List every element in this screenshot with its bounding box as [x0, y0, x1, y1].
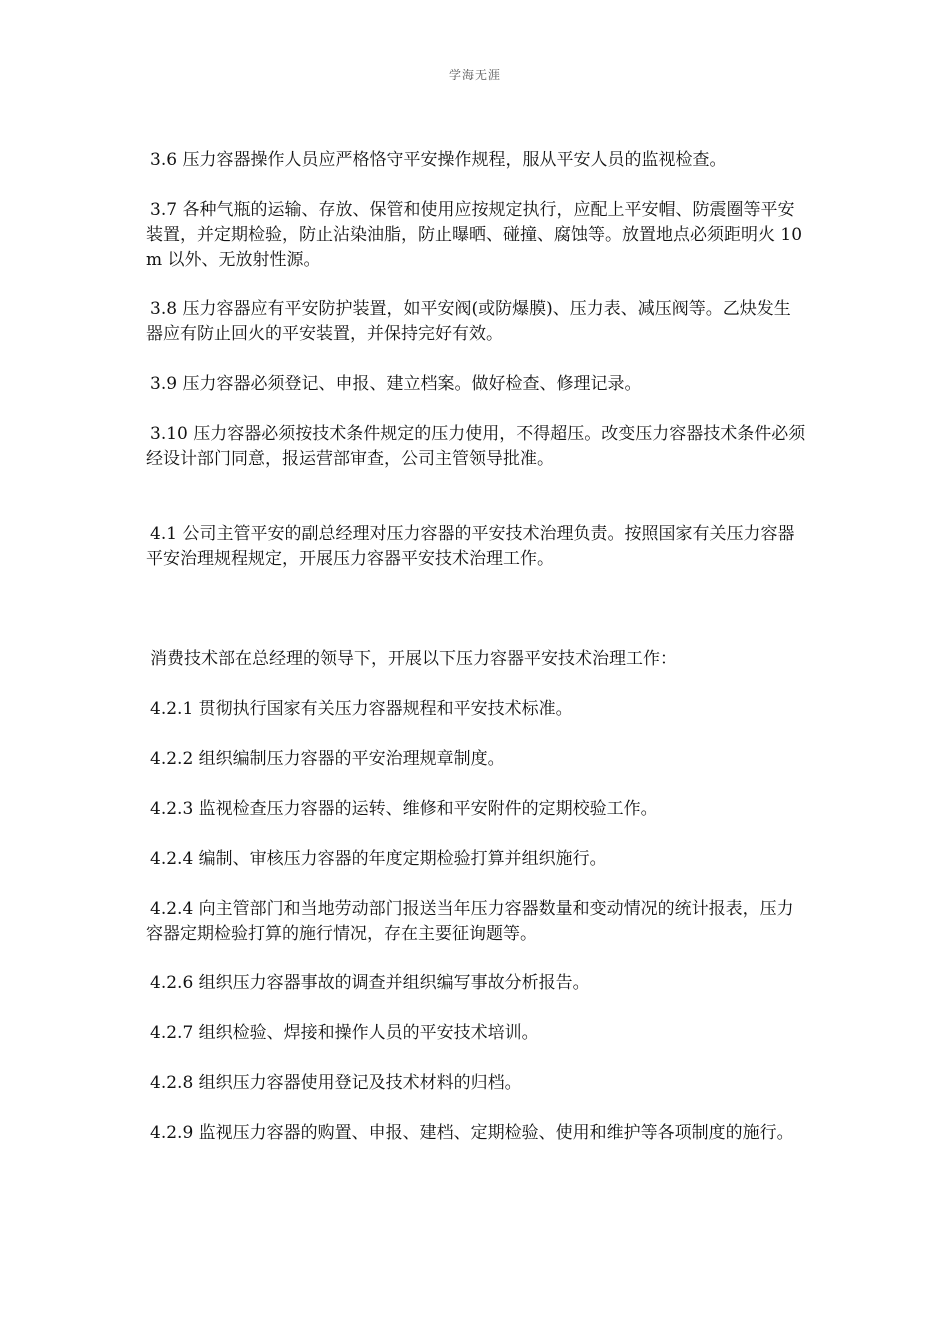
paragraph-4-2-9: 4.2.9 监视压力容器的购置、申报、建档、定期检验、使用和维护等各项制度的施行。	[150, 1123, 794, 1143]
paragraph-3-10: 3.10 压力容器必须按技术条件规定的压力使用，不得超压。改变压力容器技术条件必须经设计部门同意，报运营部审查，公司主管领导批准。	[146, 424, 806, 469]
paragraph-4-2-7: 4.2.7 组织检验、焊接和操作人员的平安技术培训。	[150, 1023, 539, 1043]
paragraph-3-8: 3.8 压力容器应有平安防护装置，如平安阀(或防爆膜)、压力表、减压阀等。乙炔发生器应有防止回火的平安装置，并保持完好有效。	[146, 299, 791, 344]
paragraph-4-2-2: 4.2.2 组织编制压力容器的平安治理规章制度。	[150, 749, 505, 769]
paragraph-4-2-1: 4.2.1 贯彻执行国家有关压力容器规程和平安技术标准。	[150, 699, 573, 719]
paragraph-4-2-4-b: 4.2.4 向主管部门和当地劳动部门报送当年压力容器数量和变动情况的统计报表，压力容器定期检验打算的施行情况，存在主要征询题等。	[146, 899, 794, 944]
paragraph-4-2-4-a: 4.2.4 编制、审核压力容器的年度定期检验打算并组织施行。	[150, 849, 607, 869]
paragraph-4-2-intro: 消费技术部在总经理的领导下，开展以下压力容器平安技术治理工作：	[150, 649, 677, 669]
paragraph-3-7: 3.7 各种气瓶的运输、存放、保管和使用应按规定执行，应配上平安帽、防震圈等平安装置，并定期检验，防止沾染油脂，防止曝晒、碰撞、腐蚀等。放置地点必须距明火 10m 以外、无放射性源。	[146, 200, 803, 270]
page-header: 学海无涯	[448, 68, 501, 82]
paragraph-4-2-6: 4.2.6 组织压力容器事故的调查并组织编写事故分析报告。	[150, 973, 590, 993]
paragraph-4-2-8: 4.2.8 组织压力容器使用登记及技术材料的归档。	[150, 1073, 522, 1093]
paragraph-3-9: 3.9 压力容器必须登记、申报、建立档案。做好检查、修理记录。	[150, 374, 642, 394]
paragraph-3-6: 3.6 压力容器操作人员应严格恪守平安操作规程，服从平安人员的监视检查。	[150, 150, 727, 170]
paragraph-4-1: 4.1 公司主管平安的副总经理对压力容器的平安技术治理负责。按照国家有关压力容器平安治理规程规定，开展压力容器平安技术治理工作。	[146, 524, 795, 569]
paragraph-4-2-3: 4.2.3 监视检查压力容器的运转、维修和平安附件的定期校验工作。	[150, 799, 658, 819]
